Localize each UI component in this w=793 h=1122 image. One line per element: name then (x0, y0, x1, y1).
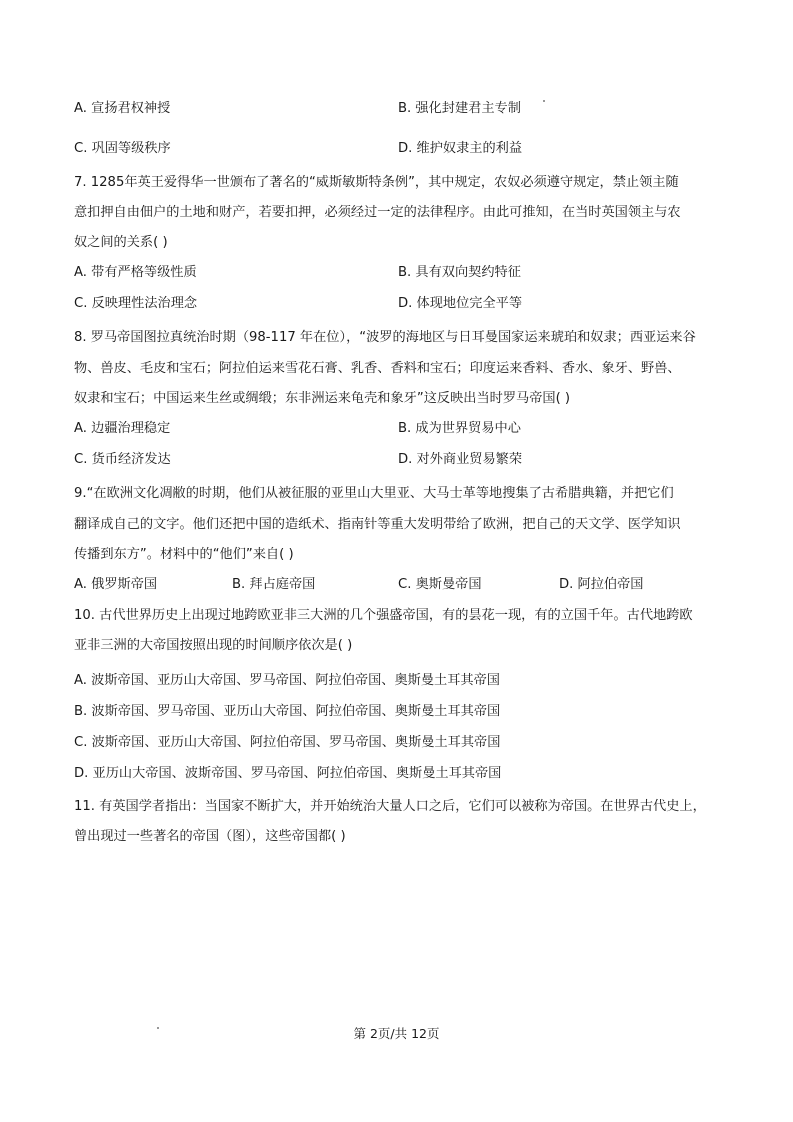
q6-option-b: B. 强化封建君主专制 (398, 101, 521, 116)
q6-option-a: A. 宣扬君权神授 (74, 101, 171, 116)
q7-text-line-3: 奴之间的关系( ) (74, 235, 168, 250)
q7-option-b: B. 具有双向契约特征 (398, 265, 521, 280)
q10-option-b: B. 波斯帝国、罗马帝国、亚历山大帝国、阿拉伯帝国、奥斯曼土耳其帝国 (74, 704, 501, 719)
q7-option-d: D. 体现地位完全平等 (398, 296, 523, 311)
q7-text-line-2: 意扣押自由佃户的土地和财产，若要扣押，必须经过一定的法律程序。由此可推知，在当时英国领主与农 (74, 205, 681, 220)
q9-text-line-3: 传播到东方”。材料中的“他们”来自( ) (74, 547, 294, 562)
q7-text-line-1: 7. 1285年英王爱得华一世颁布了著名的“威斯敏斯特条例”，其中规定，农奴必须遵守规定，禁止领主随 (74, 175, 679, 190)
q10-text-line-1: 10. 古代世界历史上出现过地跨欧亚非三大洲的几个强盛帝国，有的昙花一现，有的立国千年。古代地跨欧 (74, 608, 693, 623)
q8-option-d: D. 对外商业贸易繁荣 (398, 452, 523, 467)
q9-option-c: C. 奥斯曼帝国 (398, 577, 482, 592)
q6-option-d: D. 维护奴隶主的利益 (398, 141, 523, 156)
q7-option-a: A. 带有严格等级性质 (74, 265, 197, 280)
q8-option-c: C. 货币经济发达 (74, 452, 171, 467)
scan-speck (543, 100, 545, 102)
q9-text-line-2: 翻译成自己的文字。他们还把中国的造纸术、指南针等重大发明带给了欧洲，把自己的天文学、医学知识 (74, 517, 681, 532)
page-number: 第 2页/共 12页 (353, 1026, 440, 1041)
q10-option-a: A. 波斯帝国、亚历山大帝国、罗马帝国、阿拉伯帝国、奥斯曼土耳其帝国 (74, 673, 500, 688)
q8-text-line-2: 物、兽皮、毛皮和宝石；阿拉伯运来雪花石膏、乳香、香料和宝石；印度运来香料、香水、象牙、野兽、 (74, 361, 681, 376)
q9-text-line-1: 9.“在欧洲文化凋敝的时期，他们从被征服的亚里山大里亚、大马士革等地搜集了古希腊典籍，并把它们 (74, 486, 674, 501)
q10-option-d: D. 亚历山大帝国、波斯帝国、罗马帝国、阿拉伯帝国、奥斯曼土耳其帝国 (74, 766, 502, 781)
q9-option-a: A. 俄罗斯帝国 (74, 577, 158, 592)
q8-text-line-3: 奴隶和宝石；中国运来生丝或绸缎；东非洲运来龟壳和象牙”这反映出当时罗马帝国( ) (74, 391, 571, 406)
q8-option-b: B. 成为世界贸易中心 (398, 421, 521, 436)
q8-option-a: A. 边疆治理稳定 (74, 421, 171, 436)
q9-option-b: B. 拜占庭帝国 (232, 577, 316, 592)
q9-option-d: D. 阿拉伯帝国 (559, 577, 644, 592)
q8-text-line-1: 8. 罗马帝国图拉真统治时期（98-117 年在位），“波罗的海地区与日耳曼国家运来琥珀和奴隶；西亚运来谷 (74, 330, 696, 345)
q11-text-line-2: 曾出现过一些著名的帝国（图），这些帝国都( ) (74, 829, 346, 844)
q10-option-c: C. 波斯帝国、亚历山大帝国、阿拉伯帝国、罗马帝国、奥斯曼土耳其帝国 (74, 735, 501, 750)
q7-option-c: C. 反映理性法治理念 (74, 296, 198, 311)
q11-text-line-1: 11. 有英国学者指出：当国家不断扩大，并开始统治大量人口之后，它们可以被称为帝国。在世界古代史上， (74, 799, 706, 814)
q10-text-line-2: 亚非三洲的大帝国按照出现的时间顺序依次是( ) (74, 638, 353, 653)
q6-option-c: C. 巩固等级秩序 (74, 141, 171, 156)
